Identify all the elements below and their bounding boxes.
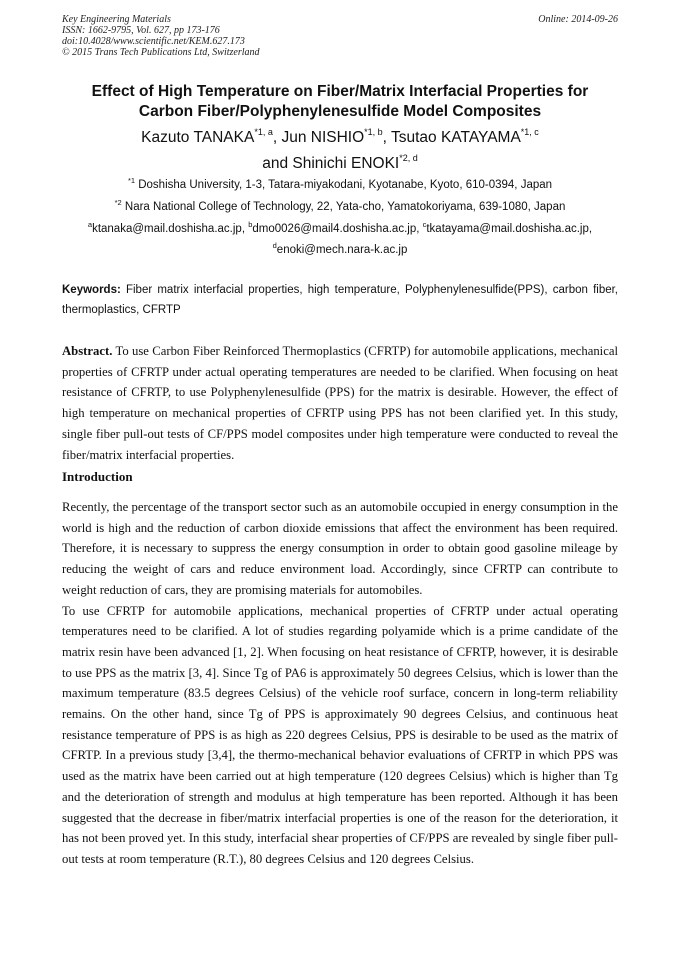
affiliation-2	[62, 200, 618, 214]
author-line-2	[62, 151, 618, 177]
author-2: , Jun NISHIO	[272, 129, 365, 146]
journal-doi: doi:10.4028/www.scientific.net/KEM.627.173	[62, 36, 245, 47]
email-c[interactable]: tkatayama@mail.doshisha.ac.jp,	[426, 223, 593, 235]
email-a[interactable]: ktanaka@mail.doshisha.ac.jp,	[92, 223, 249, 235]
keywords-text: Fiber matrix interfacial properties, high temperature, Polyphenylenesulfide(PPS), carbon fiber, thermoplastics, CFRTP	[62, 284, 618, 316]
abstract-label: Abstract.	[62, 344, 113, 358]
journal-copyright: © 2015 Trans Tech Publications Ltd, Switzerland	[62, 47, 260, 58]
affiliation-1-text: Doshisha University, 1-3, Tatara-miyakodani, Kyotanabe, Kyoto, 610-0394, Japan	[135, 179, 553, 191]
abstract	[62, 341, 618, 465]
author-2-mark: *1, b	[364, 127, 383, 137]
email-line-1	[62, 222, 618, 236]
author-list	[62, 125, 618, 177]
intro-paragraph-2: To use CFRTP for automobile applications, mechanical properties of CFRTP under actual operating temperatures need to be clarified. A lot of studies regarding polyamide which is a prime candidate of the matrix resin have been advanced [1, 2]. When focusing on heat resistance of CFRTP, however, it is desirable to use PPS as the matrix [3, 4]. Since Tg of PA6 is approximately 50 degrees Celsius, which is lower than the maximum temperature (83.5 degrees Celsius) of the vehicle roof surface, concern in long-term reliability remains. On the other hand, since Tg of PPS is approximately 90 degrees Celsius, and continuous heat resistance temperature of PPS is as high as 220 degrees Celsius, PPS is desirable to be used as the matrix of CFRTP. In a previous study [3,4], the thermo-mechanical behavior evaluations of CFRTP in which PPS was used as the matrix have been carried out at high temperature (120 degrees Celsius) which is higher than Tg and the deterioration of strength and modulus at high temperature has been reported. Although it has been suggested that the decrease in fiber/matrix interfacial properties is one of the reason for the deterioration, it has not been proved yet. In this study, interfacial shear properties of CF/PPS are revealed by single fiber pull-out tests at room temperature (R.T.), 80 degrees Celsius and 120 degrees Celsius.	[62, 603, 618, 866]
author-4-mark: *2, d	[399, 153, 418, 163]
affiliation-2-mark: *2	[114, 198, 122, 207]
intro-paragraph-1: Recently, the percentage of the transport sector such as an automobile occupied in energy consumption in the world is high and the reduction of carbon dioxide emissions that affect the environment has been required. Therefore, it is necessary to suppress the energy consumption in order to obtain good gasoline mileage by reducing the weight of cars and reduce environment load. Accordingly, since CFRTP can contribute to weight reduction of cars, they are promising materials for automobiles.	[62, 500, 618, 597]
affiliation-1-mark: *1	[127, 176, 136, 185]
online-date: Online: 2014-09-26	[538, 14, 618, 25]
author-line-1	[62, 125, 618, 151]
title-line-1: Effect of High Temperature on Fiber/Matrix Interfacial Properties for	[91, 83, 589, 100]
email-d-mark: d	[272, 241, 277, 250]
email-d[interactable]: enoki@mech.nara-k.ac.jp	[276, 244, 408, 256]
keywords	[62, 280, 618, 320]
keywords-label: Keywords:	[62, 284, 121, 296]
paper-title	[62, 82, 618, 122]
author-3-mark: *1, c	[520, 127, 539, 137]
abstract-paragraph	[62, 341, 618, 465]
author-4: and Shinichi ENOKI	[262, 155, 400, 172]
email-a-mark: a	[87, 220, 93, 229]
email-b-mark: b	[248, 220, 253, 229]
journal-name: Key Engineering Materials	[62, 14, 171, 25]
affiliation-2-text: Nara National College of Technology, 22, Yata-cho, Yamatokoriyama, 639-1080, Japan	[121, 201, 566, 213]
journal-header	[62, 14, 618, 58]
email-line-2	[62, 243, 618, 257]
journal-issn: ISSN: 1662-9795, Vol. 627, pp 173-176	[62, 25, 220, 36]
affiliation-1	[62, 178, 618, 192]
author-1: Kazuto TANAKA	[141, 129, 255, 146]
author-1-mark: *1, a	[254, 127, 273, 137]
author-3: , Tsutao KATAYAMA	[382, 129, 521, 146]
abstract-text: To use Carbon Fiber Reinforced Thermoplastics (CFRTP) for automobile applications, mechanical properties of CFRTP under actual operating temperatures are needed to be clarified. When focusing on heat resistance of CFRTP, to use Polyphenylenesulfide (PPS) for the matrix is desirable. However, the effect of high temperature on mechanical properties of CFRTP using PPS has not been clarified yet. In this study, single fiber pull-out tests of CF/PPS model composites under high temperature were conducted to reveal the fiber/matrix interfacial properties.	[62, 344, 618, 462]
introduction-heading: Introduction	[62, 469, 133, 484]
title-line-2: Carbon Fiber/Polyphenylenesulfide Model Composites	[138, 103, 542, 120]
email-b[interactable]: dmo0026@mail4.doshisha.ac.jp,	[252, 223, 423, 235]
introduction-body	[62, 497, 618, 870]
email-c-mark: c	[422, 220, 427, 229]
